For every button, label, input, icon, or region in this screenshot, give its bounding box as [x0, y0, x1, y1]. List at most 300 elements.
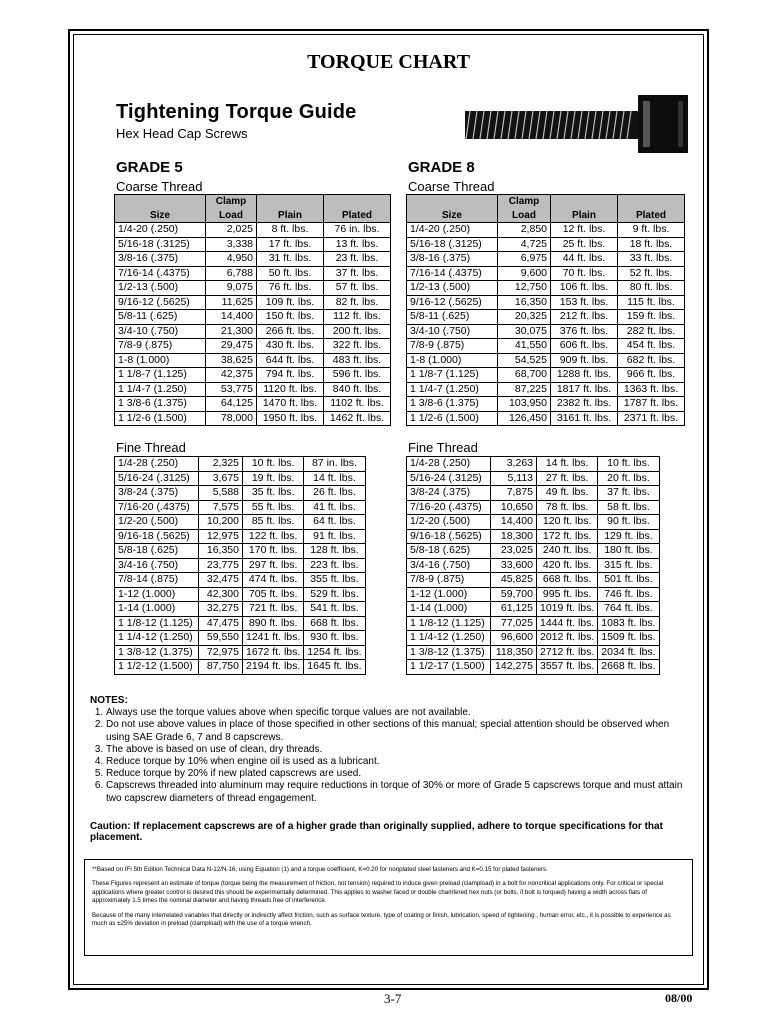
table-row [115, 368, 391, 383]
cell-plain: 55 ft. lbs. [243, 500, 304, 515]
cell-size: 5/16-24 (.3125) [407, 471, 491, 486]
header-blank [551, 195, 618, 209]
table-row [407, 353, 685, 368]
table-row [115, 471, 366, 486]
cell-plain: 27 ft. lbs. [537, 471, 598, 486]
cell-plated: 87 in. lbs. [304, 457, 365, 472]
page-frame [68, 29, 709, 990]
cell-clamp-load: 87,225 [498, 382, 551, 397]
cell-size: 1 1/2-12 (1.500) [115, 660, 199, 675]
cell-clamp-load: 4,725 [498, 237, 551, 252]
table-row [407, 515, 660, 530]
cell-plain: 668 ft. lbs. [537, 573, 598, 588]
grade5-fine-label: Fine Thread [116, 440, 186, 455]
table-row [407, 602, 660, 617]
cell-size: 1/4-20 (.250) [407, 223, 498, 238]
cell-clamp-load: 16,350 [498, 295, 551, 310]
cell-size: 1/2-13 (.500) [115, 281, 206, 296]
cell-clamp-load: 68,700 [498, 368, 551, 383]
cell-clamp-load: 54,525 [498, 353, 551, 368]
note-item: 5. Reduce torque by 20% if new plated capscrews are used. [106, 768, 690, 780]
cell-plated: 1102 ft. lbs. [324, 397, 391, 412]
note-item: 1. Always use the torque values above when specific torque values are not available. [106, 707, 690, 719]
cell-clamp-load: 42,375 [206, 368, 257, 383]
cell-size: 3/8-16 (.375) [115, 252, 206, 267]
cell-size: 1/2-20 (.500) [407, 515, 491, 530]
cell-plated: 596 ft. lbs. [324, 368, 391, 383]
cell-size: 9/16-12 (.5625) [407, 295, 498, 310]
cell-plain: 14 ft. lbs. [537, 457, 598, 472]
cell-plain: 25 ft. lbs. [551, 237, 618, 252]
cell-size: 5/16-18 (.3125) [407, 237, 498, 252]
table-row [407, 486, 660, 501]
table-row [115, 457, 366, 472]
cell-clamp-load: 21,300 [206, 324, 257, 339]
cell-plain: 1444 ft. lbs. [537, 616, 598, 631]
table-row [115, 500, 366, 515]
table-row [115, 544, 366, 559]
cell-clamp-load: 18,300 [491, 529, 537, 544]
header-plain: Plain [257, 209, 324, 223]
table-row [407, 631, 660, 646]
cell-size: 1-8 (1.000) [115, 353, 206, 368]
cell-plated: 1254 ft. lbs. [304, 645, 365, 660]
cell-plain: 153 ft. lbs. [551, 295, 618, 310]
cell-plated: 200 ft. lbs. [324, 324, 391, 339]
table-row [407, 223, 685, 238]
cell-plain: 8 ft. lbs. [257, 223, 324, 238]
table-row [115, 397, 391, 412]
cell-plain: 76 ft. lbs. [257, 281, 324, 296]
table-row [407, 368, 685, 383]
cell-size: 7/8-9 (.875) [407, 339, 498, 354]
note-item: 6. Capscrews threaded into aluminum may require reductions in torque of 30% or more of Grade 5 capscrews torque and must attain two capscrew diameters of thread engagement. [106, 780, 690, 804]
cell-clamp-load: 2,325 [199, 457, 243, 472]
header-size: Size [407, 209, 498, 223]
cell-plain: 794 ft. lbs. [257, 368, 324, 383]
cell-plain: 1120 ft. lbs. [257, 382, 324, 397]
notes-section [90, 695, 690, 805]
grade8-coarse-label: Coarse Thread [408, 179, 495, 194]
cell-clamp-load: 53,775 [206, 382, 257, 397]
cell-size: 3/4-16 (.750) [407, 558, 491, 573]
cell-plain: 1019 ft. lbs. [537, 602, 598, 617]
table-row [407, 645, 660, 660]
cell-plated: 58 ft. lbs. [598, 500, 659, 515]
cell-plated: 9 ft. lbs. [618, 223, 685, 238]
cell-plated: 2371 ft. lbs. [618, 411, 685, 426]
cell-size: 1 1/8-12 (1.125) [407, 616, 491, 631]
cell-size: 1 3/8-6 (1.375) [115, 397, 206, 412]
cell-plated: 501 ft. lbs. [598, 573, 659, 588]
cell-plated: 112 ft. lbs. [324, 310, 391, 325]
cell-plated: 180 ft. lbs. [598, 544, 659, 559]
cell-plated: 282 ft. lbs. [618, 324, 685, 339]
cell-clamp-load: 32,475 [199, 573, 243, 588]
cell-clamp-load: 142,275 [491, 660, 537, 675]
cell-plain: 1288 ft. lbs. [551, 368, 618, 383]
cell-clamp-load: 11,625 [206, 295, 257, 310]
cell-size: 9/16-12 (.5625) [115, 295, 206, 310]
cell-size: 1-14 (1.000) [407, 602, 491, 617]
table-row [115, 382, 391, 397]
cell-size: 1 1/4-12 (1.250) [407, 631, 491, 646]
header-size: Size [115, 209, 206, 223]
table-row [407, 558, 660, 573]
cell-plain: 3161 ft. lbs. [551, 411, 618, 426]
cell-plain: 44 ft. lbs. [551, 252, 618, 267]
cell-plain: 420 ft. lbs. [537, 558, 598, 573]
cell-clamp-load: 41,550 [498, 339, 551, 354]
cell-plated: 2034 ft. lbs. [598, 645, 659, 660]
table-row [115, 529, 366, 544]
cell-plated: 57 ft. lbs. [324, 281, 391, 296]
cell-size: 3/4-10 (.750) [407, 324, 498, 339]
page-title: TORQUE CHART [307, 51, 470, 73]
cell-size: 1 3/8-12 (1.375) [407, 645, 491, 660]
cell-plain: 120 ft. lbs. [537, 515, 598, 530]
cell-size: 1-8 (1.000) [407, 353, 498, 368]
cell-plain: 430 ft. lbs. [257, 339, 324, 354]
cell-plated: 355 ft. lbs. [304, 573, 365, 588]
table-row [115, 324, 391, 339]
table-row [407, 252, 685, 267]
table-row [407, 310, 685, 325]
table-row [407, 457, 660, 472]
cell-plain: 1817 ft. lbs. [551, 382, 618, 397]
footnote-paragraph: Because of the many interrelated variables that directly or indirectly affect friction, such as surface texture, type of coating or finish, lubrication, speed of tightening , human error, etc., it is possible to experience as much as ±25% deviation in preload (clampload) with the use of a torque wrench. [92, 911, 671, 928]
cell-plated: 82 ft. lbs. [324, 295, 391, 310]
note-item: 3. The above is based on use of clean, dry threads. [106, 744, 690, 756]
cell-clamp-load: 61,125 [491, 602, 537, 617]
cell-size: 7/16-20 (.4375) [115, 500, 199, 515]
cell-size: 1/2-13 (.500) [407, 281, 498, 296]
footnote-box [84, 859, 693, 956]
cell-plated: 1083 ft. lbs. [598, 616, 659, 631]
cell-plated: 41 ft. lbs. [304, 500, 365, 515]
cell-plated: 2668 ft. lbs. [598, 660, 659, 675]
cell-plain: 85 ft. lbs. [243, 515, 304, 530]
cell-plated: 322 ft. lbs. [324, 339, 391, 354]
header-blank [618, 195, 685, 209]
cell-clamp-load: 6,975 [498, 252, 551, 267]
cell-plated: 115 ft. lbs. [618, 295, 685, 310]
cell-plated: 159 ft. lbs. [618, 310, 685, 325]
cell-plated: 668 ft. lbs. [304, 616, 365, 631]
guide-subtitle: Hex Head Cap Screws [116, 126, 248, 141]
cell-size: 1 1/8-12 (1.125) [115, 616, 199, 631]
cell-clamp-load: 30,075 [498, 324, 551, 339]
cell-clamp-load: 20,325 [498, 310, 551, 325]
table-row [115, 252, 391, 267]
cell-plain: 644 ft. lbs. [257, 353, 324, 368]
cell-plain: 31 ft. lbs. [257, 252, 324, 267]
table-row [407, 295, 685, 310]
grade8-fine-label: Fine Thread [408, 440, 478, 455]
table-row [407, 281, 685, 296]
notes-heading: NOTES: [90, 695, 128, 706]
cell-plated: 223 ft. lbs. [304, 558, 365, 573]
cell-plated: 10 ft. lbs. [598, 457, 659, 472]
header-plated: Plated [618, 209, 685, 223]
table-row [407, 324, 685, 339]
grade5-label: GRADE 5 [116, 159, 183, 176]
cell-size: 1 1/4-7 (1.250) [407, 382, 498, 397]
cell-plain: 3557 ft. lbs. [537, 660, 598, 675]
cell-plated: 1645 ft. lbs. [304, 660, 365, 675]
cell-clamp-load: 3,675 [199, 471, 243, 486]
cell-plated: 128 ft. lbs. [304, 544, 365, 559]
cell-clamp-load: 23,025 [491, 544, 537, 559]
table-row [115, 310, 391, 325]
cell-plated: 483 ft. lbs. [324, 353, 391, 368]
table-row [407, 544, 660, 559]
footnote-paragraph: **Based on IFI 5th Edition Technical Data N-12/N-16, using Equation (1) and a torque coefficient, K=0.20 for nonplated steel fasteners and K=0.15 for plated fasteners. [92, 866, 548, 873]
cell-clamp-load: 45,825 [491, 573, 537, 588]
cell-size: 1/4-28 (.250) [407, 457, 491, 472]
cell-plain: 266 ft. lbs. [257, 324, 324, 339]
cell-size: 5/8-11 (.625) [115, 310, 206, 325]
cell-clamp-load: 3,263 [491, 457, 537, 472]
cell-clamp-load: 47,475 [199, 616, 243, 631]
cell-size: 7/16-14 (.4375) [115, 266, 206, 281]
table-row [115, 616, 366, 631]
cell-size: 1-12 (1.000) [115, 587, 199, 602]
cell-plated: 20 ft. lbs. [598, 471, 659, 486]
cell-clamp-load: 9,075 [206, 281, 257, 296]
cell-clamp-load: 72,975 [199, 645, 243, 660]
cell-plain: 2012 ft. lbs. [537, 631, 598, 646]
note-item: 4. Reduce torque by 10% when engine oil is used as a lubricant. [106, 756, 690, 768]
cell-size: 1/2-20 (.500) [115, 515, 199, 530]
table-row [115, 353, 391, 368]
table-row [407, 471, 660, 486]
cell-plated: 129 ft. lbs. [598, 529, 659, 544]
cell-size: 1 1/2-6 (1.500) [115, 411, 206, 426]
cell-clamp-load: 103,950 [498, 397, 551, 412]
cell-clamp-load: 126,450 [498, 411, 551, 426]
cell-size: 3/4-10 (.750) [115, 324, 206, 339]
cell-plated: 80 ft. lbs. [618, 281, 685, 296]
guide-title: Tightening Torque Guide [116, 101, 357, 123]
table-row [407, 587, 660, 602]
grade8-label: GRADE 8 [408, 159, 475, 176]
header-plated: Plated [324, 209, 391, 223]
cell-plain: 376 ft. lbs. [551, 324, 618, 339]
cell-clamp-load: 33,600 [491, 558, 537, 573]
cell-size: 1 1/8-7 (1.125) [115, 368, 206, 383]
table-row [115, 660, 366, 675]
cell-size: 3/4-16 (.750) [115, 558, 199, 573]
cell-plated: 26 ft. lbs. [304, 486, 365, 501]
cell-size: 5/16-18 (.3125) [115, 237, 206, 252]
cell-clamp-load: 12,975 [199, 529, 243, 544]
cell-plain: 2194 ft. lbs. [243, 660, 304, 675]
cell-clamp-load: 14,400 [206, 310, 257, 325]
cell-size: 7/16-20 (.4375) [407, 500, 491, 515]
cell-plated: 52 ft. lbs. [618, 266, 685, 281]
header-load: Load [206, 209, 257, 223]
cell-size: 9/16-18 (.5625) [115, 529, 199, 544]
cell-size: 3/8-24 (.375) [407, 486, 491, 501]
cell-plain: 10 ft. lbs. [243, 457, 304, 472]
header-load: Load [498, 209, 551, 223]
cell-clamp-load: 10,650 [491, 500, 537, 515]
cell-plated: 90 ft. lbs. [598, 515, 659, 530]
cell-plain: 78 ft. lbs. [537, 500, 598, 515]
cell-clamp-load: 2,025 [206, 223, 257, 238]
cell-clamp-load: 5,588 [199, 486, 243, 501]
cell-clamp-load: 29,475 [206, 339, 257, 354]
cell-clamp-load: 2,850 [498, 223, 551, 238]
note-item: 2. Do not use above values in place of those specified in other sections of this manual; special attention should be observed when using SAE Grade 6, 7 and 8 capscrews. [106, 719, 690, 743]
cell-plated: 37 ft. lbs. [598, 486, 659, 501]
cell-clamp-load: 87,750 [199, 660, 243, 675]
table-row [407, 616, 660, 631]
cell-plain: 2712 ft. lbs. [537, 645, 598, 660]
cell-plated: 529 ft. lbs. [304, 587, 365, 602]
grade8-fine-table [406, 456, 660, 675]
cell-plain: 17 ft. lbs. [257, 237, 324, 252]
cell-plain: 109 ft. lbs. [257, 295, 324, 310]
cell-clamp-load: 77,025 [491, 616, 537, 631]
cell-plated: 1509 ft. lbs. [598, 631, 659, 646]
cell-plain: 240 ft. lbs. [537, 544, 598, 559]
grade8-coarse-table [406, 194, 685, 426]
cell-clamp-load: 6,788 [206, 266, 257, 281]
cell-plain: 35 ft. lbs. [243, 486, 304, 501]
table-row [115, 339, 391, 354]
table-row [115, 266, 391, 281]
cell-clamp-load: 59,550 [199, 631, 243, 646]
cell-size: 7/8-9 (.875) [407, 573, 491, 588]
hex-head-cap-screw-icon [460, 91, 695, 156]
table-row [115, 295, 391, 310]
table-row [115, 602, 366, 617]
cell-size: 5/8-18 (.625) [407, 544, 491, 559]
cell-plain: 172 ft. lbs. [537, 529, 598, 544]
cell-size: 1/4-28 (.250) [115, 457, 199, 472]
cell-size: 5/8-11 (.625) [407, 310, 498, 325]
header-blank [115, 195, 206, 209]
cell-plain: 995 ft. lbs. [537, 587, 598, 602]
cell-plated: 541 ft. lbs. [304, 602, 365, 617]
cell-size: 7/8-14 (.875) [115, 573, 199, 588]
notes-list [90, 707, 690, 805]
cell-size: 1 3/8-12 (1.375) [115, 645, 199, 660]
grade5-fine-table [114, 456, 366, 675]
cell-plain: 12 ft. lbs. [551, 223, 618, 238]
header-blank [324, 195, 391, 209]
cell-clamp-load: 7,875 [491, 486, 537, 501]
caution-text: Caution: If replacement capscrews are of a higher grade than originally supplied, adhere to torque specifications for that placement. [90, 821, 663, 843]
table-row [115, 515, 366, 530]
cell-clamp-load: 96,600 [491, 631, 537, 646]
cell-clamp-load: 7,575 [199, 500, 243, 515]
cell-plain: 297 ft. lbs. [243, 558, 304, 573]
cell-plain: 721 ft. lbs. [243, 602, 304, 617]
page-number: 3-7 [384, 991, 402, 1006]
cell-size: 1-14 (1.000) [115, 602, 199, 617]
cell-plain: 106 ft. lbs. [551, 281, 618, 296]
footnote-paragraph: These Figures represent an estimate of torque (torque being the measurement of friction, not tension) required to induce given preload (clampload) in a bolt for noncritical applications only. For critical or special applications where greater control is desired this should be experimentally determined. This applies to washer faced or double chamfered hex nuts (or bolts, if bolt is torqued) having a width across flats of approximately 1.5 times the nominal diameter and having threads free of interference. [92, 880, 664, 905]
cell-plain: 50 ft. lbs. [257, 266, 324, 281]
cell-plated: 13 ft. lbs. [324, 237, 391, 252]
cell-size: 3/8-24 (.375) [115, 486, 199, 501]
cell-plain: 2382 ft. lbs. [551, 397, 618, 412]
cell-plain: 1950 ft. lbs. [257, 411, 324, 426]
cell-clamp-load: 16,350 [199, 544, 243, 559]
cell-plated: 33 ft. lbs. [618, 252, 685, 267]
cell-plain: 49 ft. lbs. [537, 486, 598, 501]
cell-plated: 454 ft. lbs. [618, 339, 685, 354]
cell-clamp-load: 10,200 [199, 515, 243, 530]
cell-size: 1 3/8-6 (1.375) [407, 397, 498, 412]
table-row [115, 223, 391, 238]
cell-plain: 19 ft. lbs. [243, 471, 304, 486]
table-row [407, 266, 685, 281]
grade5-coarse-label: Coarse Thread [116, 179, 203, 194]
cell-plain: 150 ft. lbs. [257, 310, 324, 325]
table-row [115, 573, 366, 588]
cell-clamp-load: 78,000 [206, 411, 257, 426]
cell-plated: 840 ft. lbs. [324, 382, 391, 397]
table-row [407, 500, 660, 515]
cell-plated: 930 ft. lbs. [304, 631, 365, 646]
cell-plated: 23 ft. lbs. [324, 252, 391, 267]
cell-plated: 1787 ft. lbs. [618, 397, 685, 412]
cell-plated: 966 ft. lbs. [618, 368, 685, 383]
header-clamp: Clamp [206, 195, 257, 209]
table-row [115, 486, 366, 501]
table-row [115, 645, 366, 660]
table-row [115, 587, 366, 602]
cell-clamp-load: 14,400 [491, 515, 537, 530]
cell-plated: 37 ft. lbs. [324, 266, 391, 281]
cell-size: 5/16-24 (.3125) [115, 471, 199, 486]
cell-plated: 18 ft. lbs. [618, 237, 685, 252]
table-row [407, 660, 660, 675]
cell-clamp-load: 9,600 [498, 266, 551, 281]
cell-plain: 909 ft. lbs. [551, 353, 618, 368]
header-blank [257, 195, 324, 209]
cell-plain: 212 ft. lbs. [551, 310, 618, 325]
table-row [115, 237, 391, 252]
cell-plain: 70 ft. lbs. [551, 266, 618, 281]
cell-clamp-load: 32,275 [199, 602, 243, 617]
header-blank [407, 195, 498, 209]
table-row [407, 397, 685, 412]
table-row [407, 339, 685, 354]
cell-size: 1-12 (1.000) [407, 587, 491, 602]
cell-plain: 1470 ft. lbs. [257, 397, 324, 412]
cell-plated: 91 ft. lbs. [304, 529, 365, 544]
cell-size: 7/16-14 (.4375) [407, 266, 498, 281]
cell-plain: 1241 ft. lbs. [243, 631, 304, 646]
cell-clamp-load: 23,775 [199, 558, 243, 573]
header-plain: Plain [551, 209, 618, 223]
table-row [407, 411, 685, 426]
cell-size: 1 1/4-7 (1.250) [115, 382, 206, 397]
table-row [115, 281, 391, 296]
cell-plain: 122 ft. lbs. [243, 529, 304, 544]
cell-clamp-load: 118,350 [491, 645, 537, 660]
cell-size: 1 1/2-17 (1.500) [407, 660, 491, 675]
cell-plated: 1363 ft. lbs. [618, 382, 685, 397]
cell-clamp-load: 42,300 [199, 587, 243, 602]
cell-plain: 474 ft. lbs. [243, 573, 304, 588]
cell-plated: 1462 ft. lbs. [324, 411, 391, 426]
